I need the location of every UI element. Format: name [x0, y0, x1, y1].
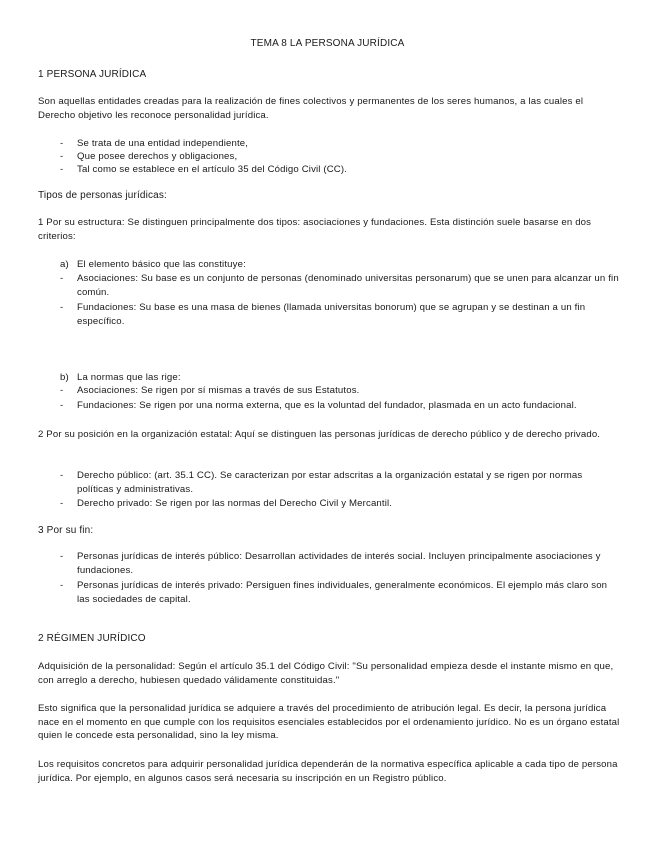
- paragraph-definition: Son aquellas entidades creadas para la realización de fines colectivos y permanentes de los seres humanos, a las cuales el Derecho objetivo les reconoce personalidad jurídica.: [38, 96, 584, 121]
- list-marker: -: [60, 138, 64, 149]
- criterion-b: [60, 371, 620, 385]
- list-marker: -: [60, 498, 64, 509]
- paragraph-requisitos: Los requisitos concretos para adquirir personalidad jurídica dependerán de la normativa específica aplicable a cada tipo de persona jurídica. Por ejemplo, en algunos casos será necesaria su inscripción en un Registro público.: [38, 759, 618, 784]
- tipos-heading: Tipos de personas jurídicas:: [38, 190, 167, 201]
- list-item: [60, 163, 620, 177]
- criterion-label: El elemento básico que las constituye:: [77, 259, 246, 270]
- criterion-a: [60, 258, 620, 272]
- fin-heading: 3 Por su fin:: [38, 525, 94, 536]
- list-marker: -: [60, 385, 64, 396]
- list-item-text: Que posee derechos y obligaciones,: [77, 151, 238, 162]
- criterion-label: La normas que las rige:: [77, 372, 181, 383]
- list-item: [60, 497, 620, 511]
- list-item: [60, 272, 620, 299]
- list-item-text: Asociaciones: Su base es un conjunto de personas (denominado universitas personarum) que se unen para alcanzar un fin común.: [77, 273, 619, 298]
- list-item: [60, 384, 620, 398]
- paragraph-estructura: 1 Por su estructura: Se distinguen principalmente dos tipos: asociaciones y fundaciones. Esta distinción suele basarse en dos criterios:: [38, 217, 592, 242]
- list-item: [60, 579, 620, 606]
- list-marker: b): [60, 372, 69, 383]
- section-heading-regimen-juridico: 2 RÉGIMEN JURÍDICO: [38, 633, 146, 644]
- list-marker: -: [60, 470, 64, 481]
- paragraph-adquisicion: Adquisición de la personalidad: Según el artículo 35.1 del Código Civil: "Su personalidad empieza desde el instante mismo en que, con arreglo a derecho, hubiesen quedado válidamente constituidas.": [38, 661, 614, 686]
- list-item-text: Se trata de una entidad independiente,: [77, 138, 249, 149]
- list-marker: -: [60, 400, 64, 411]
- list-marker: -: [60, 551, 64, 562]
- list-marker: -: [60, 151, 64, 162]
- list-item-text: Personas jurídicas de interés público: Desarrollan actividades de interés social. Incluyen principalmente asociaciones y fundaciones.: [77, 551, 601, 576]
- list-item-text: Personas jurídicas de interés privado: Persiguen fines individuales, generalmente económicos. El ejemplo más claro son las sociedades de capital.: [77, 580, 608, 605]
- list-marker: -: [60, 164, 64, 175]
- list-marker: -: [60, 302, 64, 313]
- paragraph-significado: Esto significa que la personalidad jurídica se adquiere a través del procedimiento de atribución legal. Es decir, la persona jurídica nace en el momento en que cumple con los requisitos esenciales establecidos por el ordenamiento jurídico. No es un órgano estatal quien le concede esta personalidad, sino la ley misma.: [38, 703, 620, 741]
- list-marker: -: [60, 580, 64, 591]
- list-item-text: Fundaciones: Se rigen por una norma externa, que es la voluntad del fundador, plasmada en un acto fundacional.: [77, 400, 577, 411]
- list-item-text: Asociaciones: Se rigen por sí mismas a través de sus Estatutos.: [77, 385, 360, 396]
- list-item-text: Derecho público: (art. 35.1 CC). Se caracterizan por estar adscritas a la organización estatal y se rigen por normas políticas y administrativas.: [77, 470, 583, 495]
- list-item-text: Fundaciones: Su base es una masa de bienes (llamada universitas bonorum) que se agrupan y se destinan a un fin específico.: [77, 302, 586, 327]
- list-marker: -: [60, 273, 64, 284]
- section-heading-persona-juridica: 1 PERSONA JURÍDICA: [38, 69, 147, 80]
- list-item: [60, 399, 632, 413]
- list-item: [60, 469, 620, 496]
- list-item: [60, 301, 620, 328]
- list-item-text: Tal como se establece en el artículo 35 del Código Civil (CC).: [77, 164, 348, 175]
- list-item: [60, 150, 620, 164]
- list-item: [60, 137, 620, 151]
- list-marker: a): [60, 259, 69, 270]
- list-item: [60, 550, 620, 577]
- paragraph-posicion: 2 Por su posición en la organización estatal: Aquí se distinguen las personas jurídicas de derecho público y de derecho privado.: [38, 429, 601, 440]
- list-item-text: Derecho privado: Se rigen por las normas del Derecho Civil y Mercantil.: [77, 498, 393, 509]
- document-title: TEMA 8 LA PERSONA JURÍDICA: [250, 38, 405, 49]
